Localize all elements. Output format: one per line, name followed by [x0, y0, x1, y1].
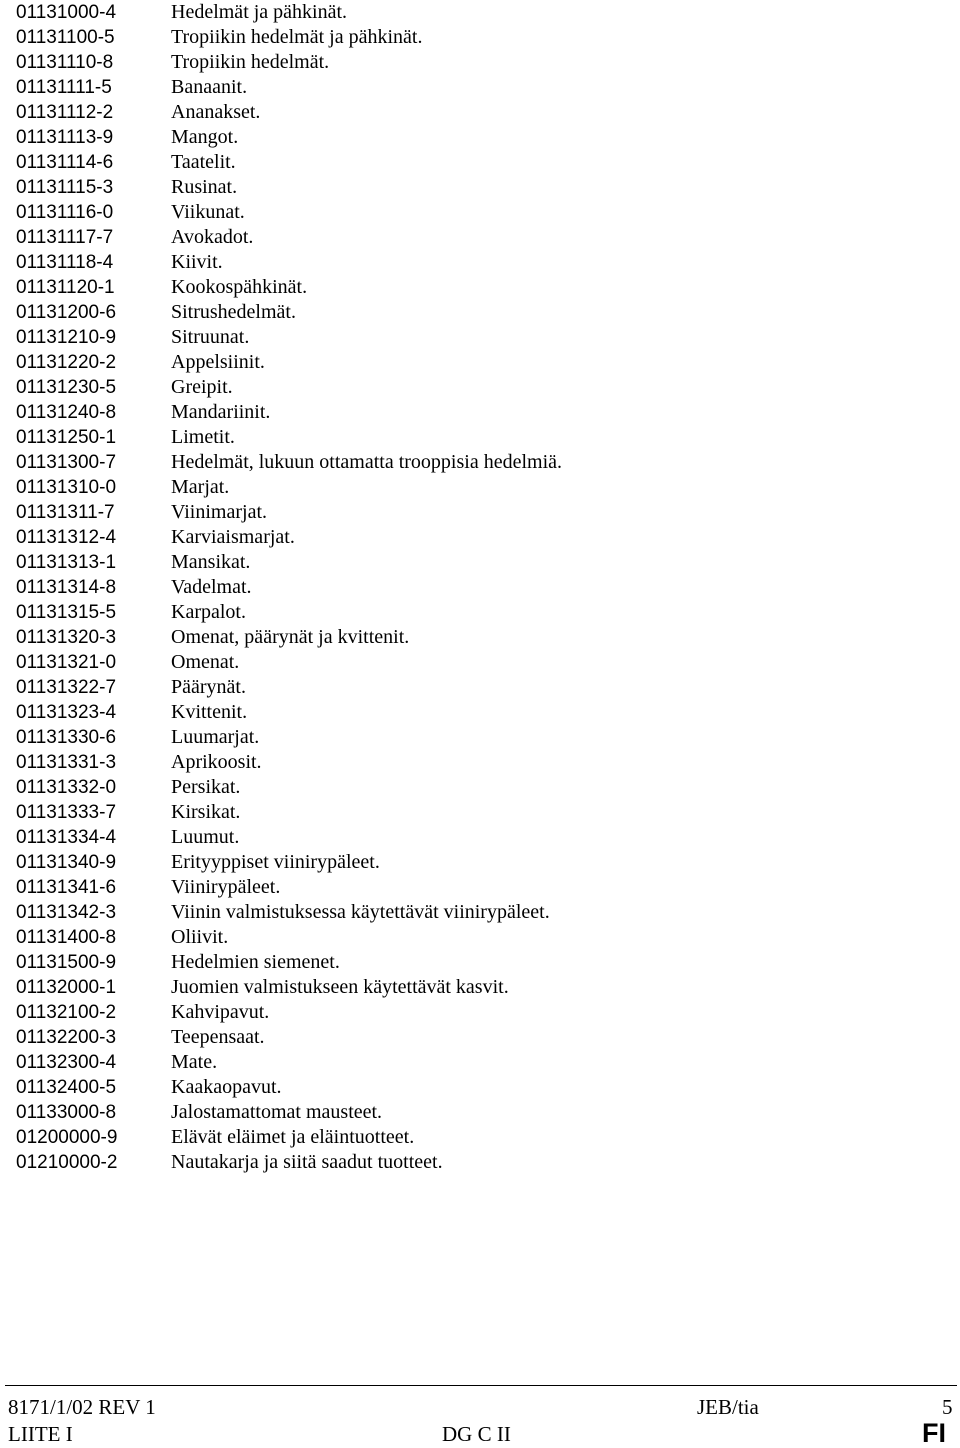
entry-description: Juomien valmistukseen käytettävät kasvit. — [171, 976, 509, 998]
entry-code: 01131310-0 — [16, 477, 117, 498]
entry-description: Hedelmät, lukuun ottamatta trooppisia hedelmiä. — [171, 451, 563, 473]
list-item — [16, 600, 956, 625]
list-item — [16, 750, 956, 775]
entry-description: Hedelmät ja pähkinät. — [171, 1, 348, 23]
entry-description: Greipit. — [171, 376, 233, 398]
entry-code: 01131314-8 — [16, 577, 117, 598]
entry-description: Elävät eläimet ja eläintuotteet. — [171, 1126, 415, 1148]
list-item — [16, 250, 956, 275]
list-item — [16, 1025, 956, 1050]
entry-code: 01131250-1 — [16, 427, 117, 448]
list-item — [16, 175, 956, 200]
entry-description: Kirsikat. — [171, 801, 241, 823]
entry-code: 01131320-3 — [16, 627, 117, 648]
list-item — [16, 350, 956, 375]
list-item — [16, 1075, 956, 1100]
entry-description: Mangot. — [171, 126, 239, 148]
list-item — [16, 150, 956, 175]
list-item — [16, 700, 956, 725]
entry-code: 01131332-0 — [16, 777, 117, 798]
entry-code: 01131100-5 — [16, 27, 115, 48]
entry-code: 01131230-5 — [16, 377, 117, 398]
entry-code: 01131334-4 — [16, 827, 117, 848]
list-item — [16, 675, 956, 700]
entry-code: 01131115-3 — [16, 177, 114, 198]
entry-description: Mansikat. — [171, 551, 251, 573]
list-item — [16, 475, 956, 500]
entry-code: 01131340-9 — [16, 852, 117, 873]
list-item — [16, 225, 956, 250]
list-item — [16, 125, 956, 150]
entry-description: Omenat, päärynät ja kvittenit. — [171, 626, 410, 648]
entry-description: Persikat. — [171, 776, 241, 798]
entry-code: 01131112-2 — [16, 102, 114, 123]
entry-code: 01131341-6 — [16, 877, 117, 898]
entry-description: Erityyppiset viinirypäleet. — [171, 851, 380, 873]
entry-code: 01131000-4 — [16, 2, 117, 23]
entry-code: 01131315-5 — [16, 602, 117, 623]
entry-description: Avokadot. — [171, 226, 254, 248]
footer-page-number: 5 — [942, 1395, 953, 1419]
entry-code: 01131321-0 — [16, 652, 117, 673]
list-item — [16, 900, 956, 925]
entry-code: 01131118-4 — [16, 252, 114, 273]
footer-document-ref: 8171/1/02 REV 1 — [8, 1395, 156, 1419]
entry-description: Jalostamattomat mausteet. — [171, 1101, 383, 1123]
list-item — [16, 425, 956, 450]
list-item — [16, 775, 956, 800]
entry-code: 01131220-2 — [16, 352, 117, 373]
entry-description: Kookospähkinät. — [171, 276, 308, 298]
entry-description: Tropiikin hedelmät. — [171, 51, 330, 73]
list-item — [16, 950, 956, 975]
entry-code: 01131342-3 — [16, 902, 117, 923]
entry-description: Nautakarja ja siitä saadut tuotteet. — [171, 1151, 443, 1173]
entry-code: 01131323-4 — [16, 702, 117, 723]
list-item — [16, 875, 956, 900]
entry-code: 01131330-6 — [16, 727, 117, 748]
entry-code: 01131111-5 — [16, 77, 112, 98]
list-item — [16, 975, 956, 1000]
footer-divider — [5, 1385, 957, 1386]
list-item — [16, 650, 956, 675]
list-item — [16, 375, 956, 400]
entry-code: 01131500-9 — [16, 952, 117, 973]
entry-code: 01132100-2 — [16, 1002, 117, 1023]
entry-code: 01131116-0 — [16, 202, 114, 223]
entry-description: Hedelmien siemenet. — [171, 951, 340, 973]
entry-code: 01131110-8 — [16, 52, 114, 73]
list-item — [16, 800, 956, 825]
list-item — [16, 325, 956, 350]
entry-code: 01131400-8 — [16, 927, 117, 948]
entry-code: 01131311-7 — [16, 502, 115, 523]
list-item — [16, 1125, 956, 1150]
entry-description: Marjat. — [171, 476, 230, 498]
entry-description: Mate. — [171, 1051, 218, 1073]
entry-description: Banaanit. — [171, 76, 248, 98]
list-item — [16, 0, 956, 25]
entry-code: 01132300-4 — [16, 1052, 117, 1073]
entry-description: Kiivit. — [171, 251, 223, 273]
entry-description: Teepensaat. — [171, 1026, 265, 1048]
list-item — [16, 1100, 956, 1125]
entry-description: Sitrushedelmät. — [171, 301, 296, 323]
footer-language: FI — [922, 1418, 946, 1448]
list-item — [16, 925, 956, 950]
list-item — [16, 50, 956, 75]
entry-description: Karpalot. — [171, 601, 246, 623]
list-item — [16, 25, 956, 50]
list-item — [16, 1050, 956, 1075]
entry-description: Tropiikin hedelmät ja pähkinät. — [171, 26, 423, 48]
list-item — [16, 500, 956, 525]
entry-code: 01131300-7 — [16, 452, 117, 473]
list-item — [16, 725, 956, 750]
list-item — [16, 275, 956, 300]
entry-description: Taatelit. — [171, 151, 236, 173]
entry-code: 01132400-5 — [16, 1077, 117, 1098]
entry-description: Rusinat. — [171, 176, 238, 198]
list-item — [16, 400, 956, 425]
entry-code: 01133000-8 — [16, 1102, 117, 1123]
entry-code: 01131113-9 — [16, 127, 114, 148]
entry-code: 01131333-7 — [16, 802, 117, 823]
entry-description: Mandariinit. — [171, 401, 271, 423]
entry-code: 01131240-8 — [16, 402, 117, 423]
list-item — [16, 100, 956, 125]
entry-code: 01131322-7 — [16, 677, 117, 698]
list-item — [16, 450, 956, 475]
entry-description: Karviaismarjat. — [171, 526, 295, 548]
entry-description: Viinin valmistuksessa käytettävät viinirypäleet. — [171, 901, 550, 923]
entry-code: 01131313-1 — [16, 552, 117, 573]
footer-annex: LIITE I — [8, 1422, 73, 1446]
entry-code: 01131114-6 — [16, 152, 114, 173]
entry-code: 01132000-1 — [16, 977, 117, 998]
list-item — [16, 550, 956, 575]
list-item — [16, 1150, 956, 1175]
entry-description: Kahvipavut. — [171, 1001, 270, 1023]
footer-directorate: DG C II — [442, 1422, 511, 1446]
entry-description: Viinimarjat. — [171, 501, 267, 523]
list-item — [16, 1000, 956, 1025]
entry-description: Kaakaopavut. — [171, 1076, 282, 1098]
list-item — [16, 825, 956, 850]
entry-code: 01132200-3 — [16, 1027, 117, 1048]
list-item — [16, 625, 956, 650]
entry-description: Oliivit. — [171, 926, 229, 948]
entry-description: Limetit. — [171, 426, 235, 448]
entry-description: Luumarjat. — [171, 726, 260, 748]
list-item — [16, 75, 956, 100]
entry-description: Päärynät. — [171, 676, 246, 698]
entry-code: 01131117-7 — [16, 227, 114, 248]
entry-description: Aprikoosit. — [171, 751, 262, 773]
entry-description: Appelsiinit. — [171, 351, 265, 373]
entry-description: Sitruunat. — [171, 326, 250, 348]
cpv-code-list — [16, 0, 956, 1175]
list-item — [16, 575, 956, 600]
list-item — [16, 200, 956, 225]
entry-description: Ananakset. — [171, 101, 261, 123]
entry-description: Viikunat. — [171, 201, 245, 223]
entry-code: 01131210-9 — [16, 327, 117, 348]
entry-code: 01131312-4 — [16, 527, 117, 548]
footer-initials: JEB/tia — [697, 1395, 759, 1419]
entry-code: 01210000-2 — [16, 1152, 118, 1173]
entry-description: Omenat. — [171, 651, 240, 673]
entry-description: Viinirypäleet. — [171, 876, 281, 898]
entry-code: 01200000-9 — [16, 1127, 118, 1148]
entry-description: Vadelmat. — [171, 576, 252, 598]
entry-code: 01131331-3 — [16, 752, 117, 773]
entry-description: Kvittenit. — [171, 701, 248, 723]
entry-description: Luumut. — [171, 826, 240, 848]
list-item — [16, 525, 956, 550]
entry-code: 01131120-1 — [16, 277, 115, 298]
entry-code: 01131200-6 — [16, 302, 117, 323]
list-item — [16, 850, 956, 875]
list-item — [16, 300, 956, 325]
